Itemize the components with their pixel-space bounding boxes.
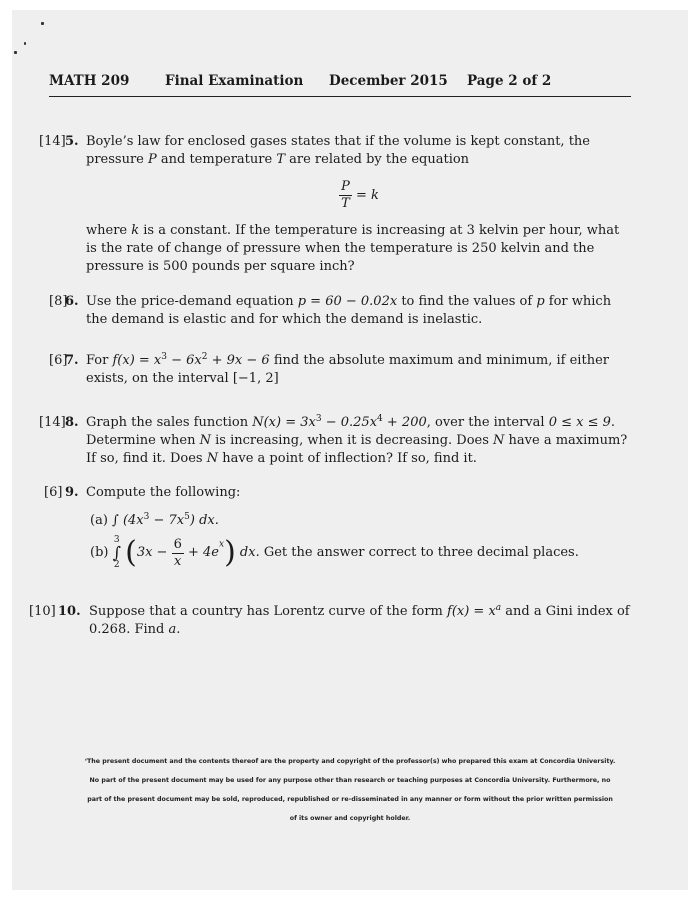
question-marks: [6]	[49, 353, 68, 368]
footer-line: No part of the present document may be used for any purpose other than research or teaching purposes at Concordia University. Furthermore, no	[89, 777, 611, 784]
page-header	[49, 72, 631, 97]
course-code: MATH 209	[49, 73, 130, 89]
question-marks: [10]	[29, 604, 56, 619]
question-marks: [14]	[39, 415, 66, 430]
question-text: Suppose that a country has Lorentz curve of the form $f(x) = x^a$ and a Gini index of 0.268. Find a.	[89, 603, 630, 637]
question-number: 7.	[65, 353, 79, 368]
scan-speck	[14, 51, 17, 54]
part-a: (a) ∫ $(4x^3 - 7x^5)$ dx.	[90, 512, 219, 528]
question-text: where k is a constant. If the temperature is increasing at 3 kelvin per hour, what is the rate of change of pressure when the temperature is 250 kelvin and the pressure is 500 pounds per square inch?	[86, 223, 620, 274]
question-number: 5.	[65, 134, 79, 149]
question-text: Compute the following:	[86, 485, 241, 500]
question-text: Use the price-demand equation p = 60 − 0.02x to find the values of p for which the demand is elastic and for which the demand is inelastic.	[86, 294, 612, 327]
footer-line: part of the present document may be sold, reproduced, republished or re-disseminated in any manner or form without the prior written permission	[87, 796, 613, 803]
question-number: 9.	[65, 485, 79, 500]
scan-speck	[41, 22, 44, 25]
exam-date: December 2015	[329, 73, 448, 89]
question-text: For $f(x) = x^3 - 6x^2 + 9x - 6$ find the absolute maximum and minimum, if either exists, on the interval [−1, 2]	[86, 352, 609, 386]
scan-speck	[24, 42, 26, 45]
equation: $\frac{P}{T}$ = k	[341, 179, 379, 211]
question-text: Boyle’s law for enclosed gases states that if the volume is kept constant, the pressure P and temperature T are related by the equation	[86, 134, 590, 167]
question-marks: [8]	[49, 294, 68, 309]
question-marks: [14]	[39, 134, 66, 149]
copyright-notice	[40, 752, 660, 828]
question-marks: [6]	[44, 485, 63, 500]
exam-title: Final Examination	[165, 73, 304, 89]
question-number: 8.	[65, 415, 79, 430]
footer-line: ‘The present document and the contents thereof are the property and copyright of the professor(s) who prepared this exam at Concordia University.	[84, 758, 616, 765]
question-number: 10.	[58, 604, 81, 619]
footer-line: of its owner and copyright holder.	[289, 815, 411, 822]
question-number: 6.	[65, 294, 79, 309]
page-number: Page 2 of 2	[467, 73, 552, 89]
part-b: (b) 3 ∫ 2 (3x − $\frac{6}{x}$ + $4e^x$) dx. Get the answer correct to three decimal places.	[90, 535, 579, 570]
question-text: Graph the sales function $N(x) = 3x^3 - 0.25x^4 + 200$, over the interval 0 ≤ x ≤ 9. Determine when N is increasing, when it is decreasing. Does N have a maximum? If so, find it. Does N have a point of inflection? If so, find it.	[86, 414, 628, 466]
